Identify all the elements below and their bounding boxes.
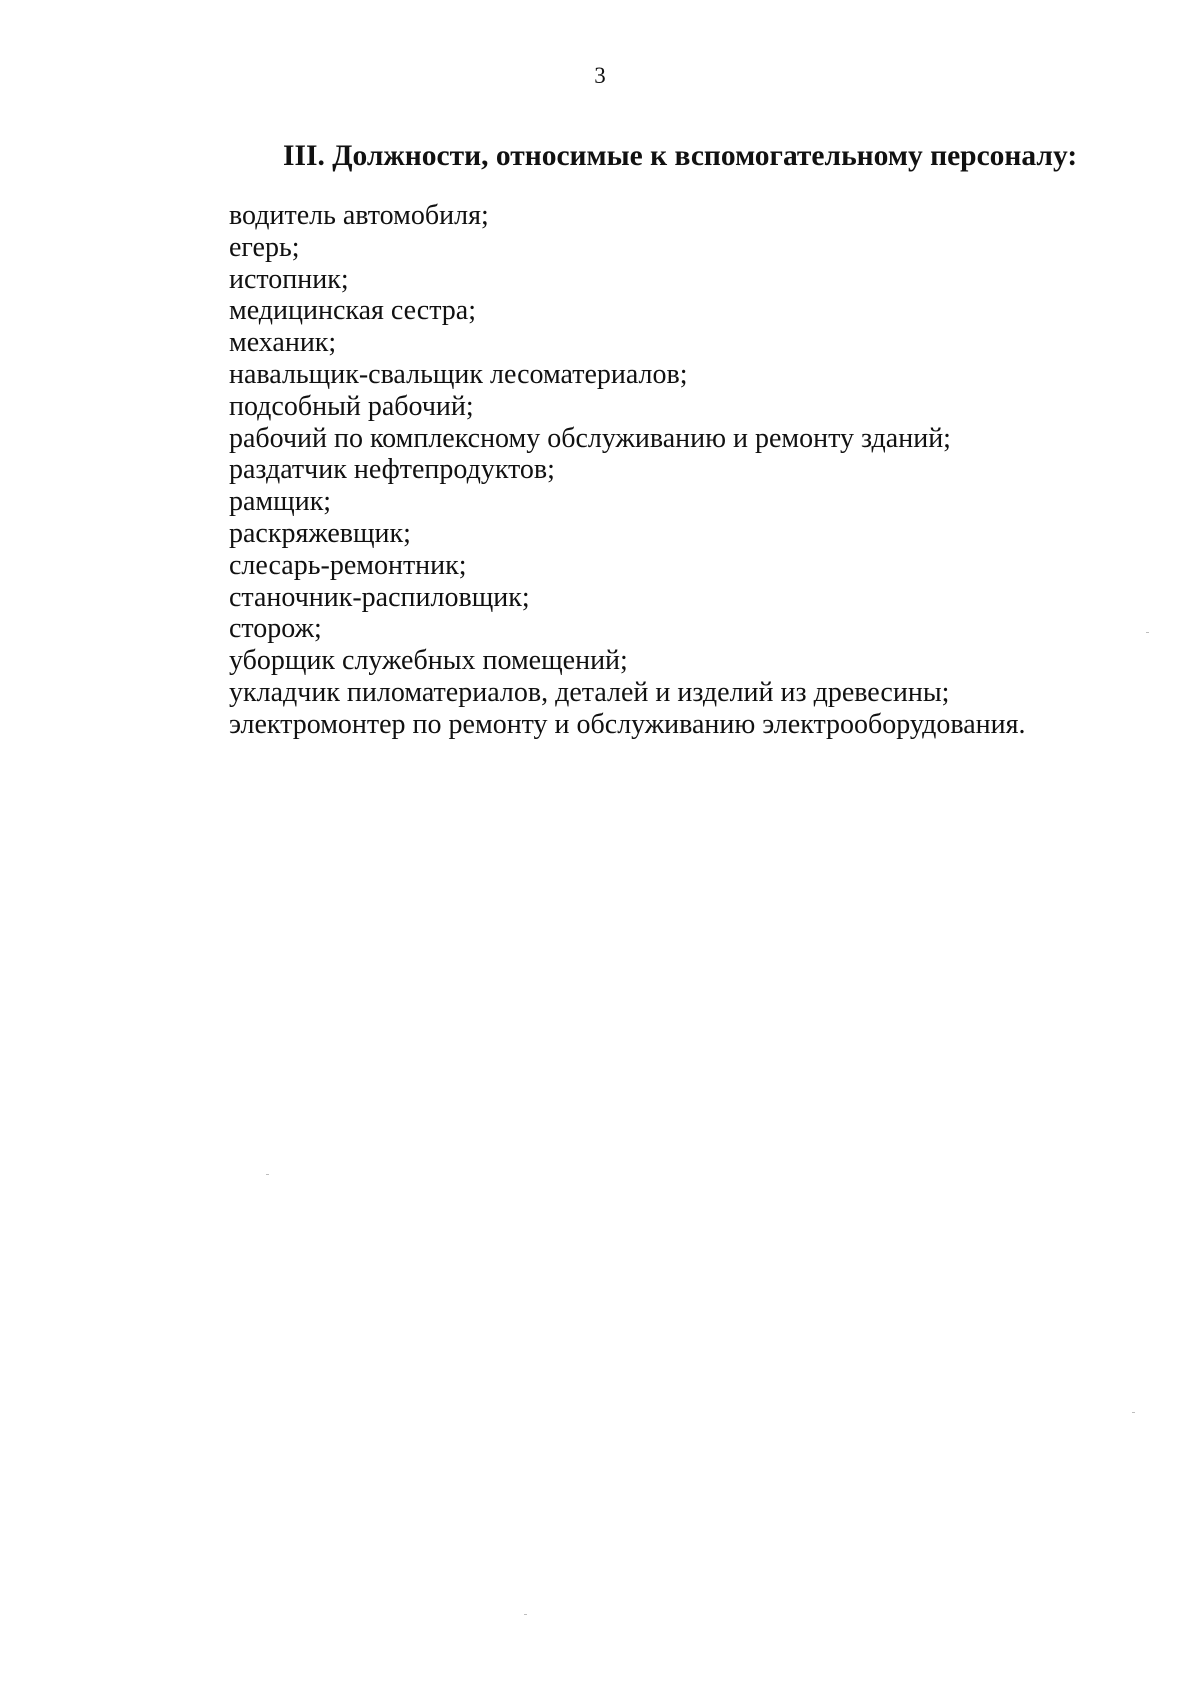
page-number: 3 bbox=[594, 63, 606, 88]
list-item: подсобный рабочий; bbox=[229, 390, 474, 422]
list-item: медицинская сестра; bbox=[229, 295, 476, 327]
list-item: слесарь-ремонтник; bbox=[229, 549, 467, 581]
position-list bbox=[229, 200, 1089, 741]
list-item: механик; bbox=[229, 327, 337, 359]
scan-speck bbox=[524, 1614, 527, 1615]
section-heading: III. Должности, относимые к вспомогательному персоналу: bbox=[283, 140, 1078, 172]
list-item: рамщик; bbox=[229, 486, 332, 518]
list-item: сторож; bbox=[229, 613, 322, 645]
list-item: станочник-распиловщик; bbox=[229, 581, 530, 613]
list-item: егерь; bbox=[229, 231, 300, 263]
list-item: электромонтер по ремонту и обслуживанию электрооборудования. bbox=[229, 708, 1026, 740]
list-item: навальщик-свальщик лесоматериалов; bbox=[229, 358, 688, 390]
scan-speck bbox=[1146, 632, 1149, 633]
scan-speck bbox=[266, 1174, 269, 1175]
scan-speck bbox=[1132, 1412, 1135, 1413]
list-item: рабочий по комплексному обслуживанию и ремонту зданий; bbox=[229, 422, 951, 454]
list-item: раскряжевщик; bbox=[229, 517, 411, 549]
list-item: укладчик пиломатериалов, деталей и изделий из древесины; bbox=[229, 676, 950, 708]
list-item: истопник; bbox=[229, 263, 349, 295]
list-item: уборщик служебных помещений; bbox=[229, 645, 628, 677]
list-item: раздатчик нефтепродуктов; bbox=[229, 454, 555, 486]
list-item: водитель автомобиля; bbox=[229, 200, 489, 231]
